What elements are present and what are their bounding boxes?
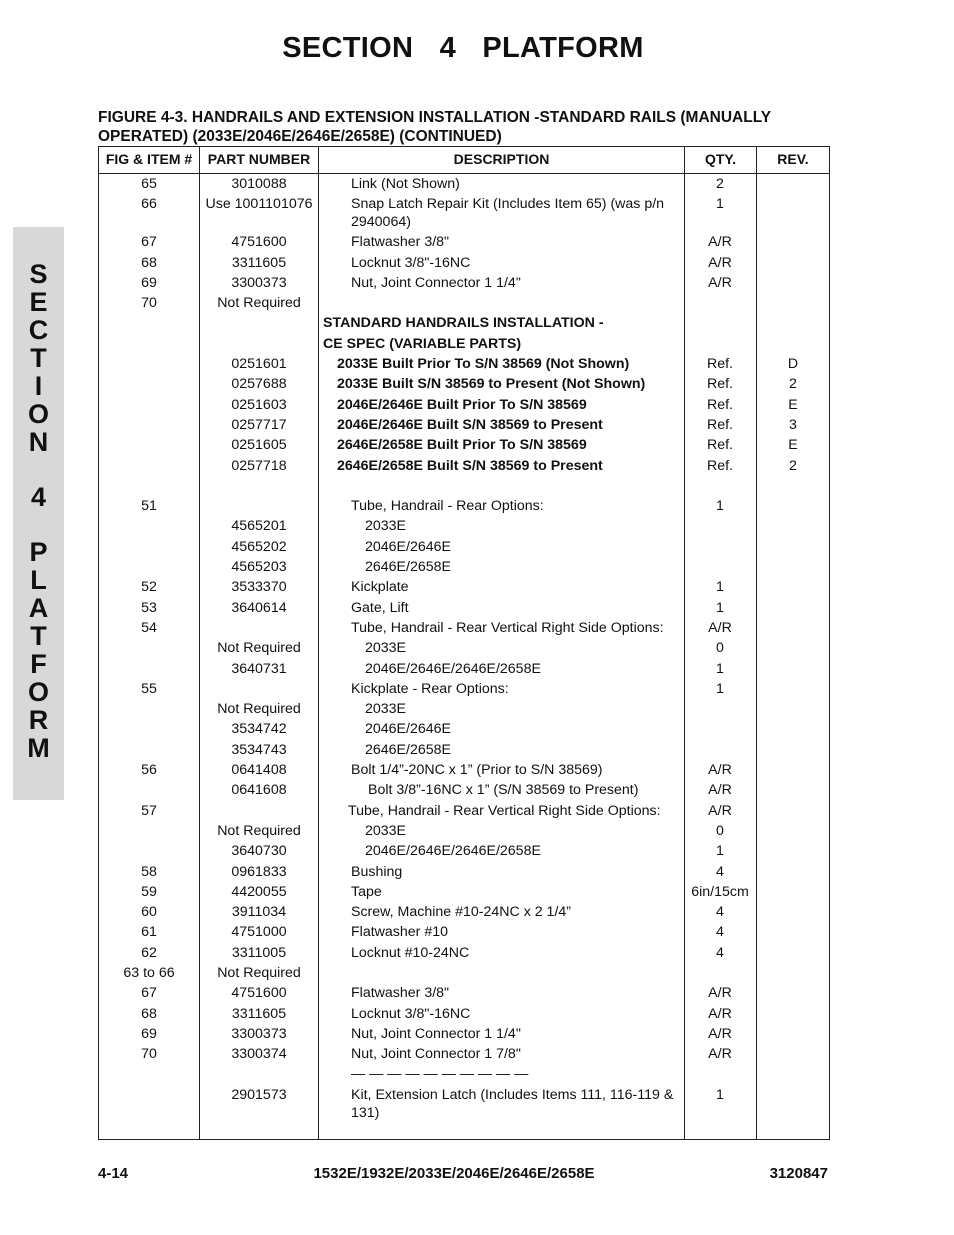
table-row	[99, 374, 829, 394]
row-qty: A/R	[708, 802, 732, 819]
row-fig-item: 63 to 66	[123, 964, 175, 981]
row-description: 2033E	[365, 640, 407, 657]
page-number: 4-14	[98, 1165, 129, 1182]
row-fig-item: 60	[141, 904, 157, 921]
side-tab-letter: O	[27, 399, 49, 429]
row-description: Flatwasher 3/8"	[351, 985, 450, 1002]
row-fig-item: 69	[141, 1025, 157, 1042]
row-description: Nut, Joint Connector 1 1/4"	[351, 1025, 521, 1042]
row-part-number: 4751600	[231, 234, 287, 251]
table-body	[99, 174, 829, 1123]
table-row	[99, 415, 829, 435]
row-qty: 1	[716, 660, 724, 677]
row-qty: 1	[716, 579, 724, 596]
row-qty: A/R	[708, 762, 732, 779]
row-description: 2046E/2646E	[365, 538, 451, 555]
table-row	[99, 557, 829, 577]
row-description: — — — — — — — — — —	[351, 1066, 529, 1083]
row-qty: A/R	[708, 985, 732, 1002]
row-part-number: Not Required	[217, 295, 301, 312]
side-tab-letter: C	[28, 315, 49, 345]
row-description: 2646E/2658E	[365, 741, 451, 758]
table-row	[99, 1064, 829, 1084]
row-part-number: Not Required	[217, 964, 301, 981]
row-fig-item: 67	[141, 985, 157, 1002]
row-part-number: Use 1001101076	[205, 196, 313, 213]
row-part-number: 4420055	[231, 883, 287, 900]
row-description: Tube, Handrail - Rear Options:	[351, 498, 544, 515]
row-rev: 2	[789, 457, 797, 474]
table-row	[99, 801, 829, 821]
row-description: CE SPEC (VARIABLE PARTS)	[323, 335, 522, 352]
row-fig-item: 58	[141, 863, 157, 880]
table-row	[99, 598, 829, 618]
parts-table	[98, 146, 830, 1140]
row-qty: 1	[716, 843, 724, 860]
table-row	[99, 740, 829, 760]
row-description: Bolt 3/8”-16NC x 1” (S/N 38569 to Present)	[368, 782, 639, 799]
side-tab-letter: F	[30, 649, 47, 679]
row-qty: A/R	[708, 234, 732, 251]
row-qty: 1	[716, 498, 724, 515]
row-description: Gate, Lift	[351, 599, 409, 616]
table-row	[99, 194, 829, 232]
row-part-number: 0641408	[231, 762, 287, 779]
row-fig-item: 70	[141, 295, 157, 312]
row-part-number: 2901573	[231, 1086, 287, 1103]
row-description: Bushing	[351, 863, 403, 880]
table-row	[99, 334, 829, 354]
row-part-number: 4751600	[231, 985, 287, 1002]
row-part-number: 0641608	[231, 782, 287, 799]
row-description: 2046E/2646E/2646E/2658E	[365, 843, 541, 860]
row-qty: Ref.	[706, 457, 734, 474]
row-qty: Ref.	[706, 356, 734, 373]
table-row	[99, 395, 829, 415]
row-qty: A/R	[708, 619, 732, 636]
row-description: Flatwasher 3/8"	[351, 234, 450, 251]
table-row	[99, 760, 829, 780]
row-part-number: 3311605	[231, 1005, 287, 1022]
row-part-number: 3533370	[231, 579, 287, 596]
table-row	[99, 537, 829, 557]
row-qty: 4	[716, 924, 724, 941]
header-description: DESCRIPTION	[453, 151, 550, 167]
table-row	[99, 577, 829, 597]
table-row	[99, 516, 829, 536]
row-part-number: 3640731	[231, 660, 287, 677]
side-tab-letter: O	[27, 677, 49, 707]
row-qty: 4	[716, 944, 724, 961]
row-fig-item: 52	[141, 579, 157, 596]
table-row	[99, 1004, 829, 1024]
row-part-number: 4565201	[231, 518, 287, 535]
row-qty: A/R	[708, 254, 732, 271]
row-part-number: 4565202	[231, 538, 287, 555]
row-rev: D	[787, 356, 799, 373]
row-part-number: 0961833	[231, 863, 287, 880]
table-row	[99, 719, 829, 739]
row-part-number: 0257688	[231, 376, 287, 393]
row-qty: 0	[716, 640, 724, 657]
row-description: STANDARD HANDRAILS INSTALLATION -	[323, 315, 604, 332]
table-row	[99, 659, 829, 679]
header-fig-item: FIG & ITEM #	[105, 151, 193, 167]
row-part-number: 0257717	[231, 416, 287, 433]
table-row	[99, 1024, 829, 1044]
row-qty: 1	[716, 1086, 724, 1103]
row-fig-item: 68	[141, 1005, 157, 1022]
row-part-number: Not Required	[217, 822, 301, 839]
table-row	[99, 293, 829, 313]
row-description: Kit, Extension Latch (Includes Items 111, 116-119 & 131)	[351, 1086, 674, 1121]
side-tab-letter: T	[30, 343, 47, 373]
row-part-number: Not Required	[217, 701, 301, 718]
table-row	[99, 638, 829, 658]
row-description: 2033E	[365, 518, 407, 535]
row-qty: A/R	[708, 1046, 732, 1063]
row-fig-item: 61	[141, 924, 157, 941]
row-fig-item: 59	[141, 883, 157, 900]
row-fig-item: 65	[141, 176, 157, 192]
row-qty: 2	[716, 176, 724, 192]
row-fig-item: 62	[141, 944, 157, 961]
side-tab-letter: P	[29, 537, 48, 567]
row-qty: A/R	[708, 274, 732, 291]
row-fig-item: 54	[141, 619, 157, 636]
row-rev: E	[788, 396, 798, 413]
section-title: SECTION 4 PLATFORM	[282, 32, 644, 64]
row-description: Nut, Joint Connector 1 1/4"	[351, 274, 521, 291]
table-row	[99, 841, 829, 861]
table-row	[99, 862, 829, 882]
row-part-number: 3300373	[231, 274, 287, 291]
row-description: Bolt 1/4”-20NC x 1” (Prior to S/N 38569)	[351, 762, 603, 779]
row-part-number: 4565203	[231, 559, 287, 576]
table-row	[99, 476, 829, 496]
row-qty: 4	[716, 863, 724, 880]
row-part-number: 3640614	[231, 599, 287, 616]
side-tab-letter: I	[34, 371, 43, 401]
side-tab-letter: L	[30, 565, 47, 595]
row-qty: 1	[716, 680, 724, 697]
row-qty: 0	[716, 822, 724, 839]
row-part-number: 3300373	[231, 1025, 287, 1042]
row-description: 2046E/2646E Built Prior To S/N 38569	[337, 396, 587, 413]
side-tab-letter: 4	[30, 482, 47, 512]
row-part-number: 4751000	[231, 924, 287, 941]
row-description: 2646E/2658E Built Prior To S/N 38569	[337, 437, 587, 454]
table-row	[99, 983, 829, 1003]
row-description: Tube, Handrail - Rear Vertical Right Side Options:	[348, 802, 661, 819]
row-description: Nut, Joint Connector 1 7/8"	[351, 1046, 521, 1063]
header-qty: QTY.	[704, 151, 737, 167]
table-row	[99, 174, 829, 194]
header-part-number: PART NUMBER	[207, 151, 311, 167]
table-row	[99, 780, 829, 800]
row-part-number: 3300374	[231, 1046, 287, 1063]
row-description: 2046E/2646E	[365, 721, 451, 738]
row-fig-item: 57	[141, 802, 157, 819]
table-row	[99, 1044, 829, 1064]
row-description: Kickplate	[351, 579, 409, 596]
row-part-number: 3534743	[231, 741, 287, 758]
row-description: 2033E	[365, 701, 407, 718]
document-number: 3120847	[769, 1165, 828, 1182]
figure-title: FIGURE 4-3. HANDRAILS AND EXTENSION INSTALLATION -STANDARD RAILS (MANUALLY OPERATED) (2033E/2046E/2646E/2658E) (CONTINUED)	[98, 109, 771, 145]
row-description: 2033E Built Prior To S/N 38569 (Not Shown)	[337, 356, 630, 373]
table-row	[99, 1085, 829, 1123]
row-description: Kickplate - Rear Options:	[351, 680, 509, 697]
row-part-number: 3010088	[231, 176, 287, 192]
row-qty: Ref.	[706, 376, 734, 393]
row-description: Link (Not Shown)	[351, 176, 460, 192]
row-qty: Ref.	[706, 437, 734, 454]
row-qty: A/R	[708, 782, 732, 799]
row-fig-item: 53	[141, 599, 157, 616]
row-description: 2046E/2646E Built S/N 38569 to Present	[337, 416, 603, 433]
row-part-number: Not Required	[217, 640, 301, 657]
row-fig-item: 69	[141, 274, 157, 291]
row-rev: 2	[789, 376, 797, 393]
row-description: Flatwasher #10	[351, 924, 448, 941]
row-part-number: 3534742	[231, 721, 287, 738]
row-rev: 3	[789, 416, 797, 433]
row-fig-item: 66	[141, 196, 157, 213]
row-description: Locknut 3/8"-16NC	[351, 1005, 471, 1022]
row-part-number: 3311605	[231, 254, 287, 271]
row-description: 2033E	[365, 822, 407, 839]
side-tab-letter: S	[29, 259, 48, 289]
row-qty: Ref.	[706, 396, 734, 413]
row-description: Tube, Handrail - Rear Vertical Right Side Options:	[351, 619, 664, 636]
row-description: Snap Latch Repair Kit (Includes Item 65) (was p/n 2940064)	[351, 196, 665, 231]
table-row	[99, 496, 829, 516]
row-description: 2646E/2658E	[365, 559, 451, 576]
row-qty: 4	[716, 904, 724, 921]
table-row	[99, 963, 829, 983]
section-side-tab	[13, 227, 64, 800]
row-fig-item: 67	[141, 234, 157, 251]
row-qty: A/R	[708, 1025, 732, 1042]
table-row	[99, 699, 829, 719]
table-row	[99, 882, 829, 902]
table-row	[99, 435, 829, 455]
table-row	[99, 618, 829, 638]
side-tab-letter	[13, 456, 64, 483]
row-description: 2033E Built S/N 38569 to Present (Not Shown)	[337, 376, 646, 393]
side-tab-letter: A	[28, 593, 49, 623]
row-qty: Ref.	[706, 416, 734, 433]
row-description: 2646E/2658E Built S/N 38569 to Present	[337, 457, 603, 474]
row-fig-item: 55	[141, 680, 157, 697]
row-fig-item: 56	[141, 762, 157, 779]
table-row	[99, 232, 829, 252]
row-part-number: 3311005	[231, 944, 287, 961]
row-description: Screw, Machine #10-24NC x 2 1/4”	[351, 904, 572, 921]
table-row	[99, 922, 829, 942]
table-row	[99, 354, 829, 374]
row-qty: 1	[716, 196, 724, 213]
row-part-number: 3640730	[231, 843, 287, 860]
table-row	[99, 943, 829, 963]
row-description: Tape	[351, 883, 382, 900]
row-part-number: 0251605	[231, 437, 287, 454]
row-part-number: 0251603	[231, 396, 287, 413]
row-description: 2046E/2646E/2646E/2658E	[365, 660, 541, 677]
row-description: Locknut 3/8"-16NC	[351, 254, 471, 271]
table-row	[99, 821, 829, 841]
row-qty: 6in/15cm	[691, 883, 749, 900]
row-description: Locknut #10-24NC	[351, 944, 470, 961]
table-row	[99, 456, 829, 476]
model-list: 1532E/1932E/2033E/2046E/2646E/2658E	[313, 1165, 595, 1182]
row-part-number: 0251601	[231, 356, 287, 373]
row-qty: 1	[716, 599, 724, 616]
row-fig-item: 70	[141, 1046, 157, 1063]
row-rev: E	[788, 437, 798, 454]
row-qty: A/R	[708, 1005, 732, 1022]
side-tab-letter: M	[27, 733, 50, 763]
side-tab-letter: E	[29, 287, 48, 317]
side-tab-letter: R	[28, 705, 49, 735]
row-fig-item: 51	[141, 498, 157, 515]
table-row	[99, 273, 829, 293]
row-fig-item: 68	[141, 254, 157, 271]
side-tab-letter: N	[28, 427, 49, 457]
table-row	[99, 902, 829, 922]
row-part-number: 0257718	[231, 457, 287, 474]
row-part-number: 3911034	[231, 904, 287, 921]
table-row	[99, 313, 829, 333]
side-tab-letter: T	[30, 621, 47, 651]
header-rev: REV.	[777, 151, 809, 167]
side-tab-letter	[13, 511, 64, 538]
table-row	[99, 253, 829, 273]
table-row	[99, 679, 829, 699]
